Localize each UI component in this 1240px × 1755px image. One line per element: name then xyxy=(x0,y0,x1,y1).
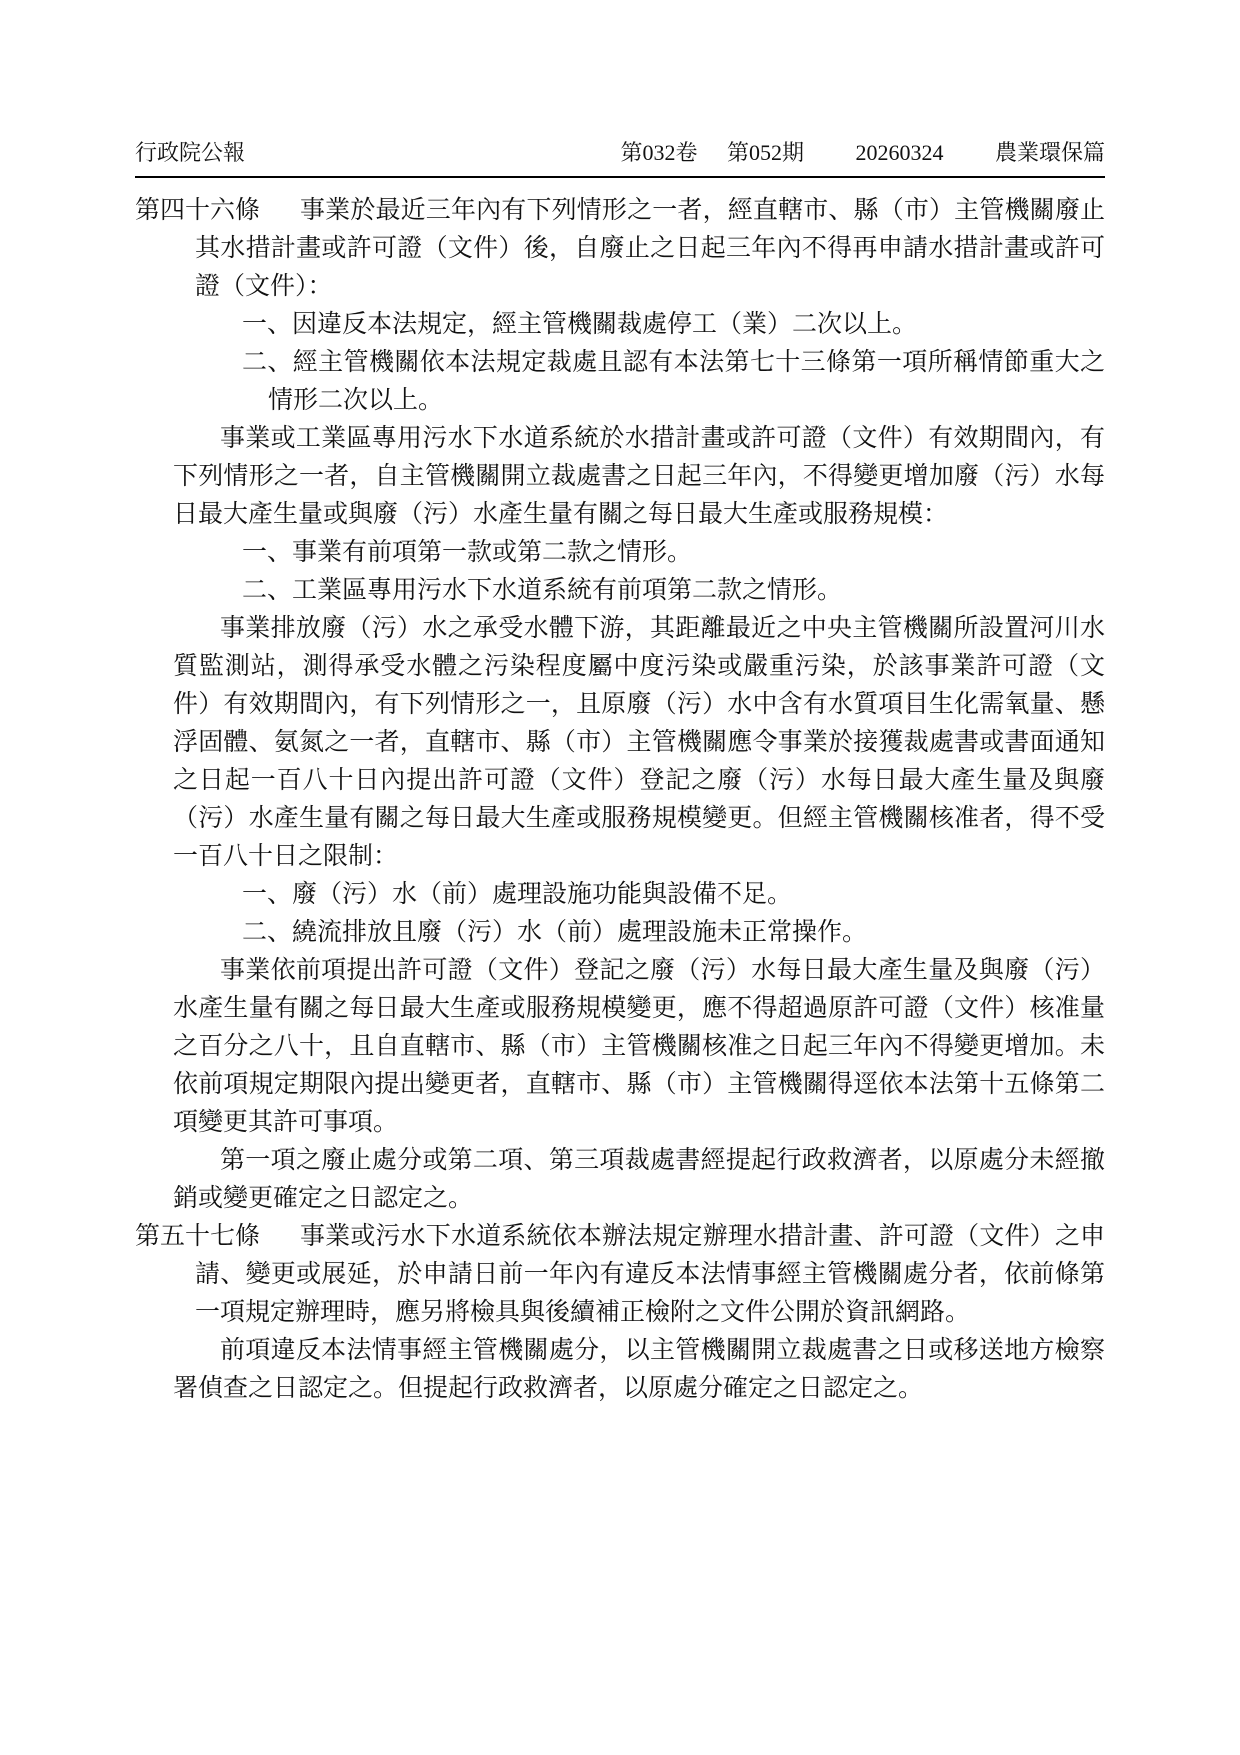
article-paragraph: 第一項之廢止處分或第二項、第三項裁處書經提起行政救濟者，以原處分未經撤銷或變更確定之日認定之。 xyxy=(173,1147,1105,1212)
article-number: 第五十七條 xyxy=(135,1223,261,1250)
article-item: 二、經主管機關依本法規定裁處且認有本法第七十三條第一項所稱情節重大之情形二次以上。 xyxy=(242,349,1105,414)
article-item: 二、繞流排放且廢（污）水（前）處理設施未正常操作。 xyxy=(242,919,868,946)
date-label: 20260324 xyxy=(855,140,944,165)
document-body xyxy=(135,192,1105,1408)
issue-label: 第052期 xyxy=(726,140,804,165)
volume-label: 第032卷 xyxy=(620,140,698,165)
article-item: 二、工業區專用污水下水道系統有前項第二款之情形。 xyxy=(242,577,843,604)
article-paragraph: 事業依前項提出許可證（文件）登記之廢（污）水每日最大產生量及與廢（污）水產生量有關之每日最大生產或服務規模變更，應不得超過原許可證（文件）核准量之百分之八十，且自直轄市、縣（市）主管機關核准之日起三年內不得變更增加。未依前項規定期限內提出變更者，直轄市、縣（市）主管機關得逕依本法第十五條第二項變更其許可事項。 xyxy=(173,957,1105,1136)
article-number: 第四十六條 xyxy=(135,197,261,224)
section-label: 農業環保篇 xyxy=(994,140,1105,165)
article-item: 一、事業有前項第一款或第二款之情形。 xyxy=(242,539,693,566)
article-paragraph: 事業於最近三年內有下列情形之一者，經直轄市、縣（市）主管機關廢止其水措計畫或許可證（文件）後，自廢止之日起三年內不得再申請水措計畫或許可證（文件）： xyxy=(195,197,1105,300)
article-57 xyxy=(135,1218,1105,1408)
article-paragraph: 事業或工業區專用污水下水道系統於水措計畫或許可證（文件）有效期間內，有下列情形之一者，自主管機關開立裁處書之日起三年內，不得變更增加廢（污）水每日最大產生量或與廢（污）水產生量有關之每日最大生產或服務規模： xyxy=(173,425,1105,528)
article-item: 一、因違反本法規定，經主管機關裁處停工（業）二次以上。 xyxy=(242,311,918,338)
article-paragraph: 事業或污水下水道系統依本辦法規定辦理水措計畫、許可證（文件）之申請、變更或展延，於申請日前一年內有違反本法情事經主管機關處分者，依前條第一項規定辦理時，應另將檢具與後續補正檢附之文件公開於資訊網路。 xyxy=(195,1223,1105,1326)
article-46 xyxy=(135,192,1105,1218)
text-column xyxy=(135,138,1105,1408)
article-paragraph: 前項違反本法情事經主管機關處分，以主管機關開立裁處書之日或移送地方檢察署偵查之日認定之。但提起行政救濟者，以原處分確定之日認定之。 xyxy=(173,1337,1105,1402)
page-header xyxy=(135,138,1105,178)
header-issue-info xyxy=(596,138,1105,168)
article-paragraph: 事業排放廢（污）水之承受水體下游，其距離最近之中央主管機關所設置河川水質監測站，測得承受水體之污染程度屬中度污染或嚴重污染，於該事業許可證（文件）有效期間內，有下列情形之一，且原廢（污）水中含有水質項目生化需氧量、懸浮固體、氨氮之一者，直轄市、縣（市）主管機關應令事業於接獲裁處書或書面通知之日起一百八十日內提出許可證（文件）登記之廢（污）水每日最大產生量及與廢（污）水產生量有關之每日最大生產或服務規模變更。但經主管機關核准者，得不受一百八十日之限制： xyxy=(173,615,1105,870)
publication-title: 行政院公報 xyxy=(135,140,246,165)
article-item: 一、廢（污）水（前）處理設施功能與設備不足。 xyxy=(242,881,793,908)
